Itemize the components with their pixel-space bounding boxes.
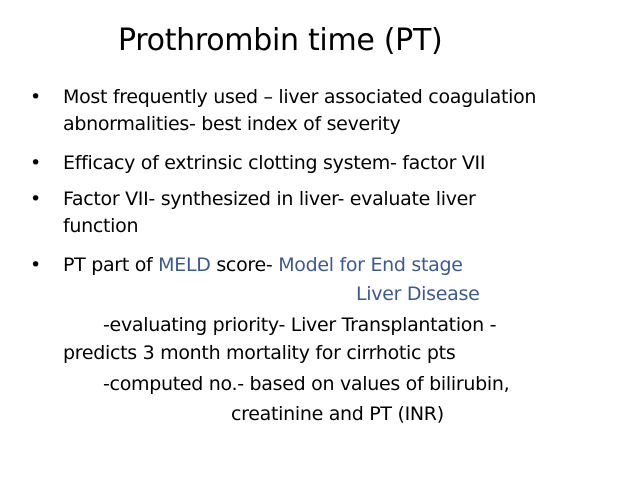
sub-line-4: creatinine and PT (INR) <box>231 403 444 425</box>
bullet-1-line-1: Most frequently used – liver associated coagulation <box>63 86 537 108</box>
bullet-4-text-mid: score- <box>210 254 279 276</box>
bullet-marker-4: • <box>30 254 42 276</box>
bullet-3-line-2: function <box>63 215 139 237</box>
slide-title: Prothrombin time (PT) <box>118 23 443 58</box>
sub-line-2: predicts 3 month mortality for cirrhotic pts <box>63 342 456 364</box>
bullet-marker-1: • <box>30 86 42 108</box>
bullet-marker-2: • <box>30 152 42 174</box>
meld-definition: Model for End stage <box>278 254 463 276</box>
bullet-1-line-2: abnormalities- best index of severity <box>63 113 401 135</box>
bullet-marker-3: • <box>30 188 42 210</box>
bullet-2-line-1: Efficacy of extrinsic clotting system- factor VII <box>63 152 486 174</box>
meld-definition-cont: Liver Disease <box>356 283 480 305</box>
sub-line-3: -computed no.- based on values of bilirubin, <box>103 373 510 395</box>
sub-line-1: -evaluating priority- Liver Transplantation - <box>103 314 497 336</box>
bullet-4-line-1 <box>63 252 463 278</box>
bullet-4-text-pre: PT part of <box>63 254 159 276</box>
meld-term: MELD <box>158 254 211 276</box>
bullet-3-line-1: Factor VII- synthesized in liver- evaluate liver <box>63 188 476 210</box>
